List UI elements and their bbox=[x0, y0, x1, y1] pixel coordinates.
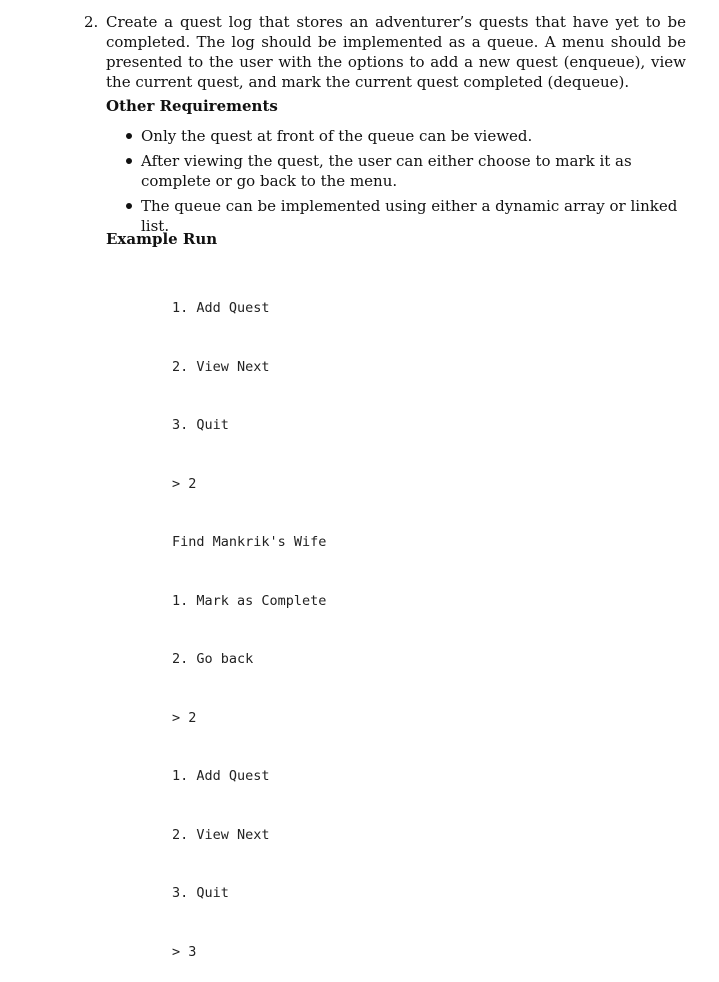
console-line: > 2 bbox=[172, 475, 197, 492]
console-line: 3. Quit bbox=[172, 417, 229, 433]
example-console-output bbox=[172, 260, 326, 982]
problem-number: 2. bbox=[84, 13, 99, 31]
bullet-icon bbox=[126, 133, 132, 139]
requirement-text: The queue can be implemented using either a dynamic array or linked list. bbox=[141, 197, 678, 235]
console-line: > 3 bbox=[172, 943, 197, 960]
requirement-text: Only the quest at front of the queue can be viewed. bbox=[141, 127, 533, 145]
console-line: Find Mankrik's Wife bbox=[172, 534, 327, 550]
console-line: 3. Quit bbox=[172, 885, 229, 901]
requirements-list bbox=[106, 126, 686, 241]
console-line: 2. View Next bbox=[172, 826, 270, 843]
requirement-item bbox=[106, 126, 686, 146]
requirement-item bbox=[106, 151, 686, 191]
console-line: 1. Mark as Complete bbox=[172, 592, 327, 609]
console-line: 2. View Next bbox=[172, 358, 270, 375]
console-line: 1. Add Quest bbox=[172, 300, 270, 316]
problem-description: Create a quest log that stores an adventurer’s quests that have yet to be completed. The log should be implemented as a queue. A menu should be presented to the user with the options to add a new quest (enqueue), view the current quest, and mark the current quest completed (dequeue). bbox=[106, 13, 686, 91]
console-line: 1. Add Quest bbox=[172, 768, 270, 784]
console-line: 2. Go back bbox=[172, 651, 254, 667]
example-heading: Example Run bbox=[106, 230, 218, 248]
requirement-text: After viewing the quest, the user can either choose to mark it as complete or go back to the menu. bbox=[141, 152, 632, 190]
bullet-icon bbox=[126, 158, 132, 164]
bullet-icon bbox=[126, 203, 132, 209]
requirements-heading: Other Requirements bbox=[106, 97, 278, 115]
console-line: > 2 bbox=[172, 709, 197, 726]
